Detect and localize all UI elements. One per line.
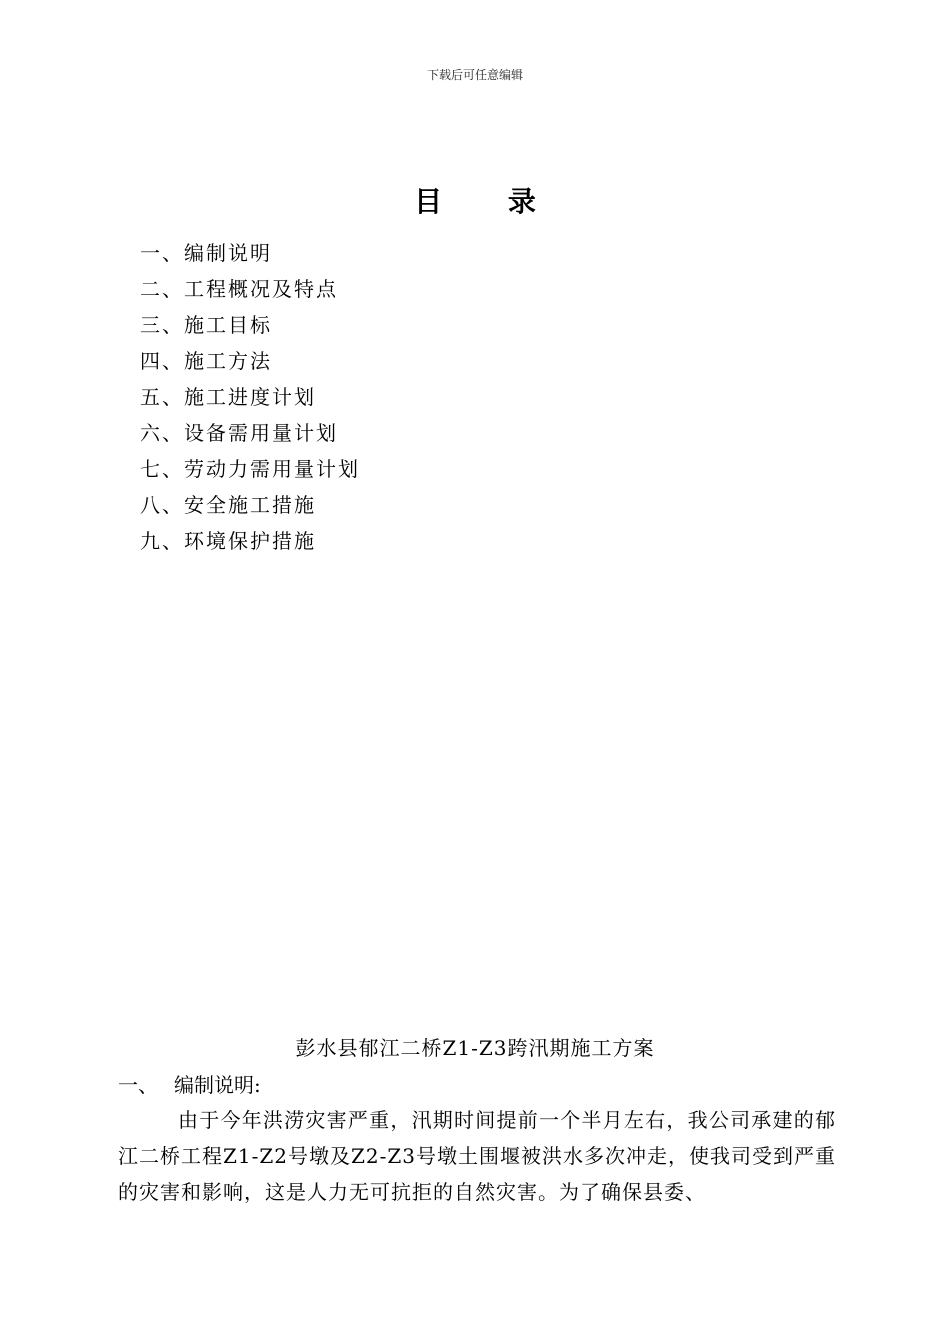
document-title: 彭水县郁江二桥Z1-Z3跨汛期施工方案 <box>295 1036 655 1060</box>
toc-item: 五、施工进度计划 <box>140 385 316 409</box>
toc-item: 八、安全施工措施 <box>140 493 316 517</box>
toc-item: 九、环境保护措施 <box>140 529 316 553</box>
toc-item: 七、劳动力需用量计划 <box>140 457 360 481</box>
toc-item: 六、设备需用量计划 <box>140 421 338 445</box>
section-heading <box>118 1069 261 1098</box>
section-heading-text: 编制说明: <box>174 1073 261 1097</box>
table-of-contents <box>140 238 360 562</box>
toc-item: 四、施工方法 <box>140 349 272 373</box>
section-number: 一、 <box>118 1073 158 1097</box>
toc-title: 目 录 <box>414 185 564 218</box>
page-header-note: 下载后可任意编辑 <box>426 68 523 82</box>
toc-item: 二、工程概况及特点 <box>140 277 338 301</box>
toc-item: 一、编制说明 <box>140 241 272 265</box>
toc-item: 三、施工目标 <box>140 313 272 337</box>
body-paragraph: 由于今年洪涝灾害严重，汛期时间提前一个半月左右，我公司承建的郁江二桥工程Z1-Z2号墩及Z2-Z3号墩土围堰被洪水多次冲走，使我司受到严重的灾害和影响，这是人力无可抗拒的自然灾害。为了确保县委、 <box>118 1108 836 1204</box>
